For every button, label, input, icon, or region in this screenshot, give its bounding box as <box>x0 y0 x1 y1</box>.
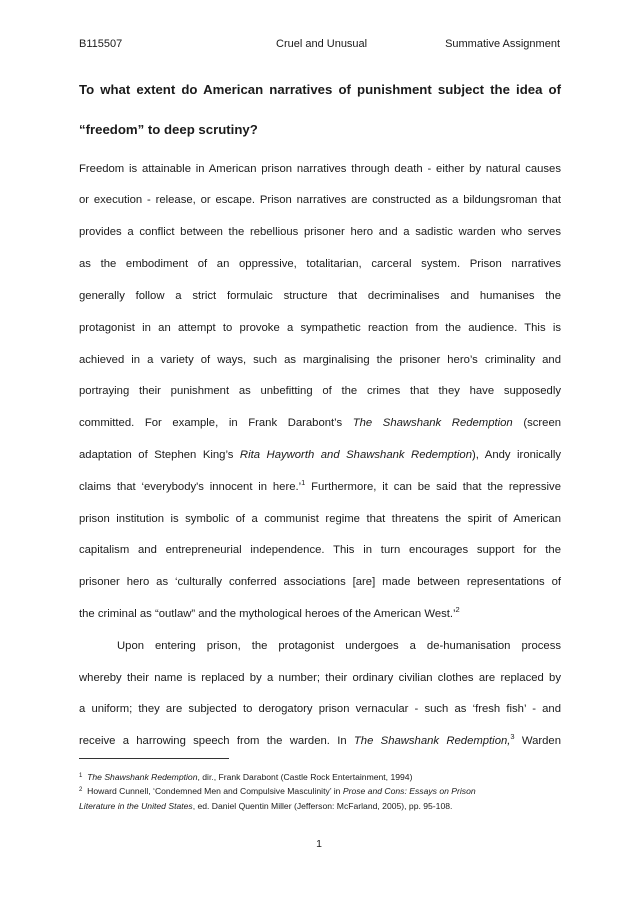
footnote-number: 1 <box>79 773 83 779</box>
footnote-text: , dir., Frank Darabont (Castle Rock Entertainment, 1994) <box>197 772 413 782</box>
body-line <box>79 448 561 462</box>
body-text: committed. For example, in Frank Darabont’s <box>79 417 353 429</box>
body-line: a uniform; they are subjected to derogatory prison vernacular - such as ‘fresh fish’ - and <box>79 703 561 715</box>
header-module-title: Cruel and Unusual <box>276 38 368 50</box>
header-assignment-type: Summative Assignment <box>445 38 560 50</box>
footnote-2 <box>79 786 476 797</box>
body-text: claims that ‘everybody's innocent in here.’ <box>79 481 302 493</box>
body-line: Freedom is attainable in American prison narratives through death - either by natural causes <box>79 163 561 175</box>
body-text: ), Andy ironically <box>471 449 561 461</box>
footnote-text: Howard Cunnell, ‘Condemned Men and Compulsive Masculinity’ in <box>87 786 343 796</box>
footnote-number: 2 <box>79 787 83 793</box>
body-line <box>79 416 561 430</box>
footnote-text: , ed. Daniel Quentin Miller (Jefferson: McFarland, 2005), pp. 95-108. <box>192 801 453 811</box>
body-text: (screen <box>512 417 562 429</box>
film-title: The Shawshank Redemption, <box>353 735 511 747</box>
header-student-id: B115507 <box>79 38 123 50</box>
body-line <box>79 607 561 621</box>
body-text: Furthermore, it can be said that the repressive <box>305 481 561 493</box>
footnote-2-continued <box>79 801 452 812</box>
essay-title-line-2: “freedom” to deep scrutiny? <box>79 122 258 137</box>
body-line: prison institution is symbolic of a communist regime that threatens the spirit of American <box>79 513 561 525</box>
body-line <box>79 480 561 494</box>
body-line: or execution - release, or escape. Prison narratives are constructed as a bildungsroman that <box>79 194 561 206</box>
footnote-separator <box>79 758 229 759</box>
footnote-italic: Prose and Cons: Essays on Prison <box>342 786 476 796</box>
body-line <box>79 734 561 748</box>
body-line: protagonist in an attempt to provoke a sympathetic reaction from the audience. This is <box>79 322 561 334</box>
body-line: as the embodiment of an oppressive, totalitarian, carceral system. Prison narratives <box>79 258 561 270</box>
body-line-indented: Upon entering prison, the protagonist undergoes a de-humanisation process <box>117 640 561 652</box>
footnote-ref-2: 2 <box>455 605 460 614</box>
body-line: achieved in a variety of ways, such as marginalising the prisoner hero’s criminality and <box>79 354 561 366</box>
footnote-italic: Literature in the United States <box>79 801 193 811</box>
body-line: portraying their punishment as unbefitting of the crimes that they have supposedly <box>79 385 561 397</box>
footnote-ref-3: 3 <box>510 732 515 741</box>
body-text: Warden <box>514 735 561 747</box>
film-title: The Shawshank Redemption <box>352 417 513 429</box>
body-text: adaptation of Stephen King’s <box>79 449 240 461</box>
footnote-italic: The Shawshank Redemption <box>87 772 198 782</box>
footnote-ref-1: 1 <box>301 478 306 487</box>
footnote-1 <box>79 772 412 783</box>
body-line: generally follow a strict formulaic structure that decriminalises and humanises the <box>79 290 561 302</box>
page-number: 1 <box>316 838 322 850</box>
body-text: the criminal as “outlaw” and the mythological heroes of the American West.’ <box>79 608 456 620</box>
body-line: whereby their name is replaced by a number; their ordinary civilian clothes are replaced by <box>79 672 561 684</box>
body-text: receive a harrowing speech from the warden. In <box>79 735 354 747</box>
novella-title: Rita Hayworth and Shawshank Redemption <box>239 449 472 461</box>
body-line: provides a conflict between the rebellious prisoner hero and a sadistic warden who serves <box>79 226 561 238</box>
body-line: prisoner hero as ‘culturally conferred associations [are] made between representations of <box>79 576 561 588</box>
essay-title-line-1: To what extent do American narratives of punishment subject the idea of <box>79 82 561 97</box>
body-line: capitalism and entrepreneurial independence. This in turn encourages support for the <box>79 544 561 556</box>
